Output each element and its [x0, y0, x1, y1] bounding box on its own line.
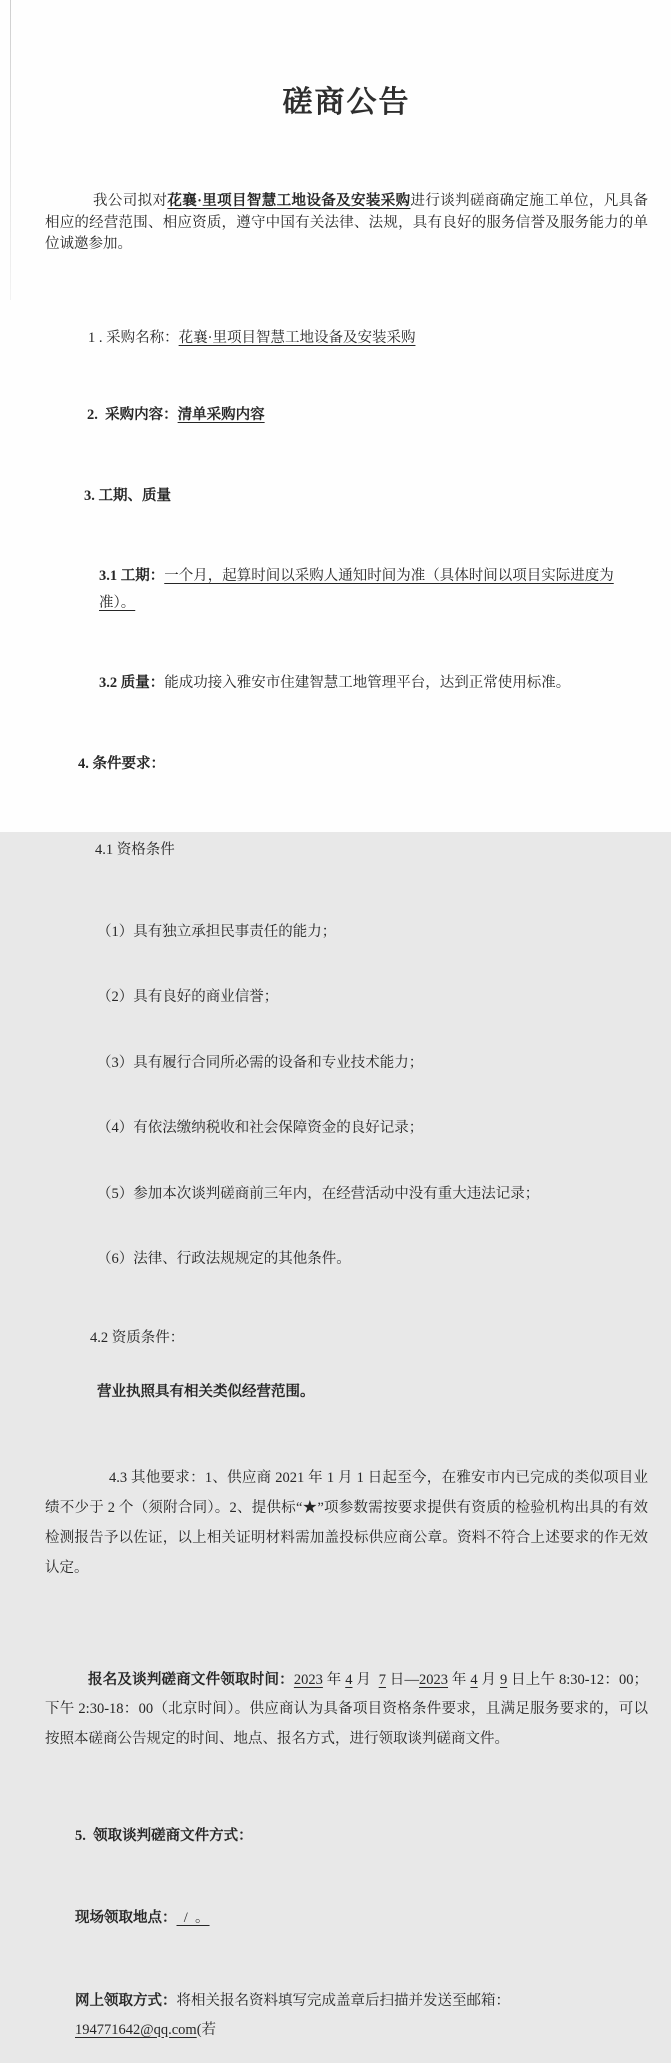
pickup-sep-5: 月 [477, 1671, 500, 1688]
qualification-condition-5: （5）参加本次谈判磋商前三年内，在经营活动中没有重大违法记录； [97, 1185, 540, 1202]
pickup-time-label: 报名及谈判磋商文件领取时间： [88, 1671, 294, 1688]
intro-project-name: 花襄·里项目智慧工地设备及安装采购 [167, 193, 411, 209]
pickup-sep-2: 月 [352, 1671, 379, 1688]
pickup-sep-1: 年 [322, 1671, 346, 1688]
duration-line [99, 563, 648, 616]
qualification-condition-1: （1）具有独立承担民事责任的能力； [97, 923, 337, 940]
online-pickup-tail: (若 [196, 2021, 217, 2038]
pickup-start-year: 2023 [293, 1671, 323, 1688]
pickup-time-rest: 日上午 8:30-12：00；下午 2:30-18：00（北京时间）。供应商认为具备项目资格条件要求，且满足服务要求的，可以按照本磋商公告规定的时间、地点、报名方式，进行领取谈判磋商文件。 [45, 1671, 649, 1747]
qualification-condition-6: （6）法律、行政法规规定的其他条件。 [97, 1251, 351, 1267]
pickup-end-month: 4 [470, 1671, 478, 1688]
pickup-start-day: 7 [378, 1671, 386, 1688]
pickup-sep-3: 日— [385, 1671, 419, 1688]
quality-label: 3.2 质量： [99, 675, 165, 691]
qualification-condition-4: （4）有依法缴纳税收和社会保障资金的良好记录； [97, 1120, 424, 1136]
intro-rest: 进行谈判磋商确定施工单位，凡具备相应的经营范围、相应资质，遵守中国有关法律、法规，具有良好的服务信誉及服务能力的单位诚邀参加。 [45, 193, 649, 252]
online-pickup-label: 网上领取方式： [75, 1992, 177, 2009]
online-pickup-email: 194771642@qq.com [75, 2021, 197, 2038]
quality-line [99, 670, 648, 697]
requirements-heading: 4. 条件要求： [78, 755, 165, 772]
quality-value: 能成功接入雅安市住建智慧工地管理平台，达到正常使用标准。 [164, 675, 571, 691]
schedule-heading: 3. 工期、质量 [84, 488, 171, 504]
qualification-condition-3: （3）具有履行合同所必需的设备和专业技术能力； [97, 1054, 424, 1071]
scan-artifact-line [10, 0, 11, 300]
pickup-end-year: 2023 [419, 1671, 448, 1688]
onsite-pickup-label: 现场领取地点： [75, 1909, 177, 1926]
section5-heading: 5. 领取谈判磋商文件方式： [75, 1827, 253, 1844]
procurement-content-value: 清单采购内容 [177, 407, 265, 423]
intro-paragraph [45, 191, 648, 256]
other-requirements-paragraph: 4.3 其他要求：1、供应商 2021 年 1 月 1 日起至今，在雅安市内已完成的类似项目业绩不少于 2 个（须附合同）。2、提供标“★”项参数需按要求提供有资质的检验机构出具的有效检测报告予以佐证，以上相关证明材料需加盖投标供应商公章。资料不符合上述要求的作无效认定。 [45, 1469, 648, 1576]
credential-heading: 4.2 资质条件： [90, 1329, 185, 1346]
procurement-content-label: 2. 采购内容： [87, 407, 178, 423]
qualification-heading: 4.1 资格条件 [95, 841, 175, 858]
pickup-sep-4: 年 [448, 1671, 471, 1688]
online-pickup-line [75, 1987, 648, 2045]
credential-value: 营业执照具有相关类似经营范围。 [97, 1383, 315, 1400]
pickup-time-paragraph [45, 1666, 648, 1755]
duration-value: 一个月，起算时间以采购人通知时间为准（具体时间以项目实际进度为准）。 [99, 568, 614, 611]
onsite-pickup-line [75, 1904, 648, 1933]
onsite-pickup-value: / 。 [176, 1909, 210, 1926]
duration-label: 3.1 工期： [99, 568, 165, 584]
procurement-name-value: 花襄·里项目智慧工地设备及安装采购 [178, 330, 416, 346]
page-title: 磋商公告 [282, 86, 411, 119]
qualification-condition-2: （2）具有良好的商业信誉； [97, 989, 279, 1005]
online-pickup-text: 将相关报名资料填写完成盖章后扫描并发送至邮箱： [176, 1992, 510, 2009]
procurement-name-label: 1 . 采购名称： [88, 330, 179, 346]
pickup-end-day: 9 [500, 1671, 508, 1688]
procurement-name-line [88, 327, 648, 350]
procurement-content-line [87, 404, 648, 427]
pickup-start-month: 4 [345, 1671, 353, 1688]
intro-lead: 我公司拟对 [93, 193, 168, 209]
